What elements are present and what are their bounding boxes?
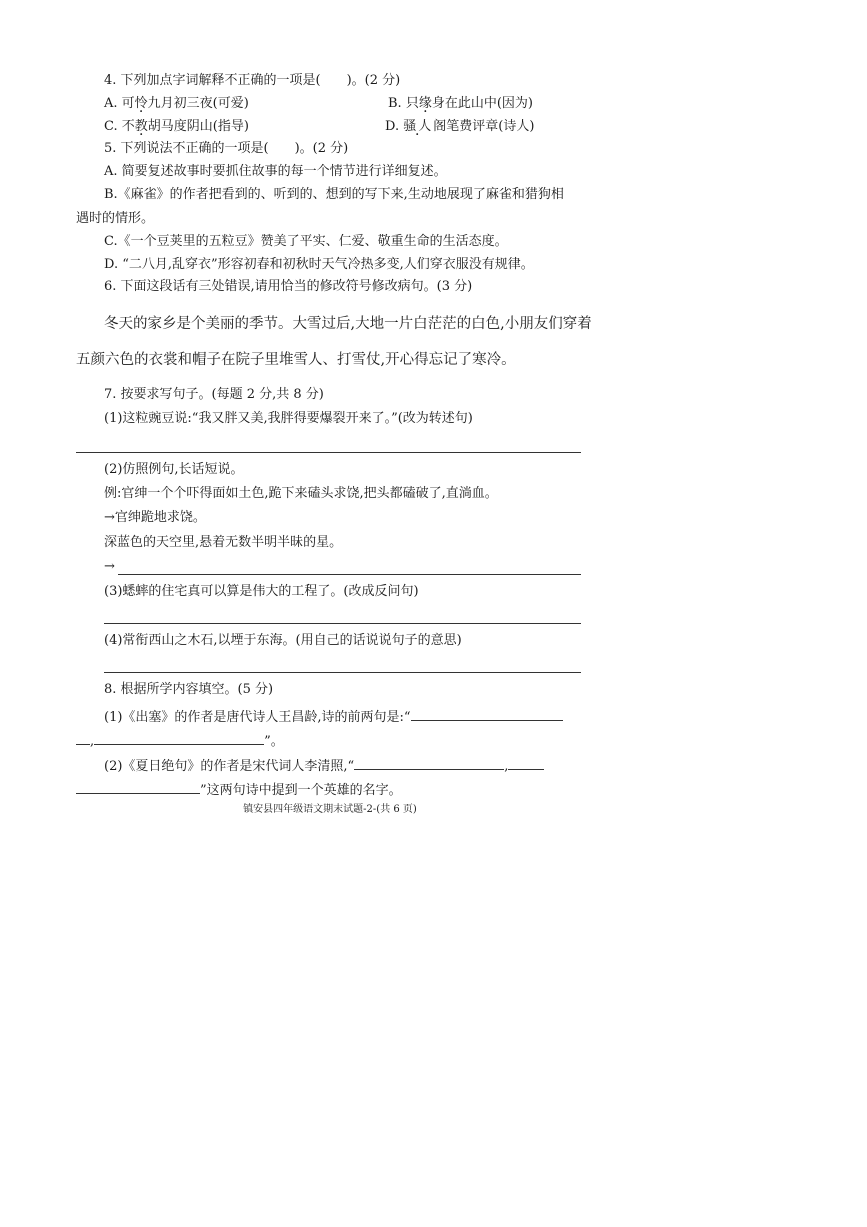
q4-stem: 4. 下列加点字词解释不正确的一项是( )。(2 分) xyxy=(104,73,401,88)
q8-stem: 8. 根据所学内容填空。(5 分) xyxy=(104,682,274,697)
q5-option-d: D. “二八月,乱穿衣”形容初春和初秋时天气冷热多变,人们穿衣服没有规律。 xyxy=(104,257,534,272)
q7-stem: 7. 按要求写句子。(每题 2 分,共 8 分) xyxy=(104,387,324,402)
q8-sub1-line1: (1)《出塞》的作者是唐代诗人王昌龄,诗的前两句是:“ xyxy=(104,706,563,727)
q8-blank-1[interactable] xyxy=(411,706,563,721)
q7-example-answer: →官绅跪地求饶。 xyxy=(104,510,206,525)
q8-blank-3[interactable] xyxy=(354,755,504,770)
q4-option-d: D. 骚人阁笔费评章(诗人) xyxy=(385,119,535,134)
q6-passage-line2: 五颜六色的衣裳和帽子在院子里堆雪人、打雪仗,开心得忘记了寒冷。 xyxy=(76,352,516,368)
q8-sub2-line1: (2)《夏日绝句》的作者是宋代词人李清照,“ , xyxy=(104,755,544,776)
q7-sub2-answer-line[interactable] xyxy=(118,574,581,575)
q4-c-dotted: 教 xyxy=(134,119,148,134)
q7-sub3: (3)蟋蟀的住宅真可以算是伟大的工程了。(改成反问句) xyxy=(104,584,419,599)
q6-stem: 6. 下面这段话有三处错误,请用恰当的修改符号修改病句。(3 分) xyxy=(104,279,473,294)
page-footer: 镇安县四年级语文期末试题-2-(共 6 页) xyxy=(243,804,417,815)
q7-sub2-question: 深蓝色的天空里,悬着无数半明半昧的星。 xyxy=(104,535,343,550)
q8-blank-1-cont[interactable] xyxy=(76,730,90,745)
q7-sub1: (1)这粒豌豆说:“我又胖又美,我胖得要爆裂开来了。”(改为转述句) xyxy=(104,411,473,426)
q5-stem: 5. 下列说法不正确的一项是( )。(2 分) xyxy=(104,141,349,156)
q7-sub4-answer-line[interactable] xyxy=(104,672,581,673)
q8-sub1-line2: , ”。 xyxy=(76,730,284,751)
q4-option-b: B. 只缘身在此山中(因为) xyxy=(388,96,533,111)
q5-option-a: A. 简要复述故事时要抓住故事的每一个情节进行详细复述。 xyxy=(104,164,447,179)
q4-b-dotted: 缘 xyxy=(418,96,432,111)
q5-option-b-line2: 遇时的情形。 xyxy=(76,211,155,226)
q7-sub2: (2)仿照例句,长话短说。 xyxy=(104,462,244,477)
q8-sub2-line2: ”这两句诗中提到一个英雄的名字。 xyxy=(76,779,402,800)
q7-sub2-arrow: → xyxy=(104,559,115,574)
q4-a-dotted: 怜 xyxy=(134,96,148,111)
q4-option-c: C. 不教胡马度阴山(指导) xyxy=(104,119,249,134)
q5-option-b-line1: B.《麻雀》的作者把看到的、听到的、想到的写下来,生动地展现了麻雀和猎狗相 xyxy=(104,187,564,202)
q8-blank-4[interactable] xyxy=(508,755,544,770)
q4-option-a: A. 可怜九月初三夜(可爱) xyxy=(104,96,249,111)
q8-blank-4-cont[interactable] xyxy=(76,779,200,794)
q4-d-dotted: 骚人 xyxy=(403,119,434,134)
q5-option-c: C.《一个豆荚里的五粒豆》赞美了平实、仁爱、敬重生命的生活态度。 xyxy=(104,234,508,249)
q7-sub3-answer-line[interactable] xyxy=(104,623,581,624)
q7-example: 例:官绅一个个吓得面如土色,跪下来磕头求饶,把头都磕破了,直淌血。 xyxy=(104,486,498,501)
q7-sub1-answer-line[interactable] xyxy=(76,452,581,453)
q6-passage-line1: 冬天的家乡是个美丽的季节。大雪过后,大地一片白茫茫的白色,小朋友们穿着 xyxy=(104,316,592,332)
q7-sub4: (4)常衔西山之木石,以堙于东海。(用自己的话说说句子的意思) xyxy=(104,633,462,648)
q8-blank-2[interactable] xyxy=(94,730,264,745)
